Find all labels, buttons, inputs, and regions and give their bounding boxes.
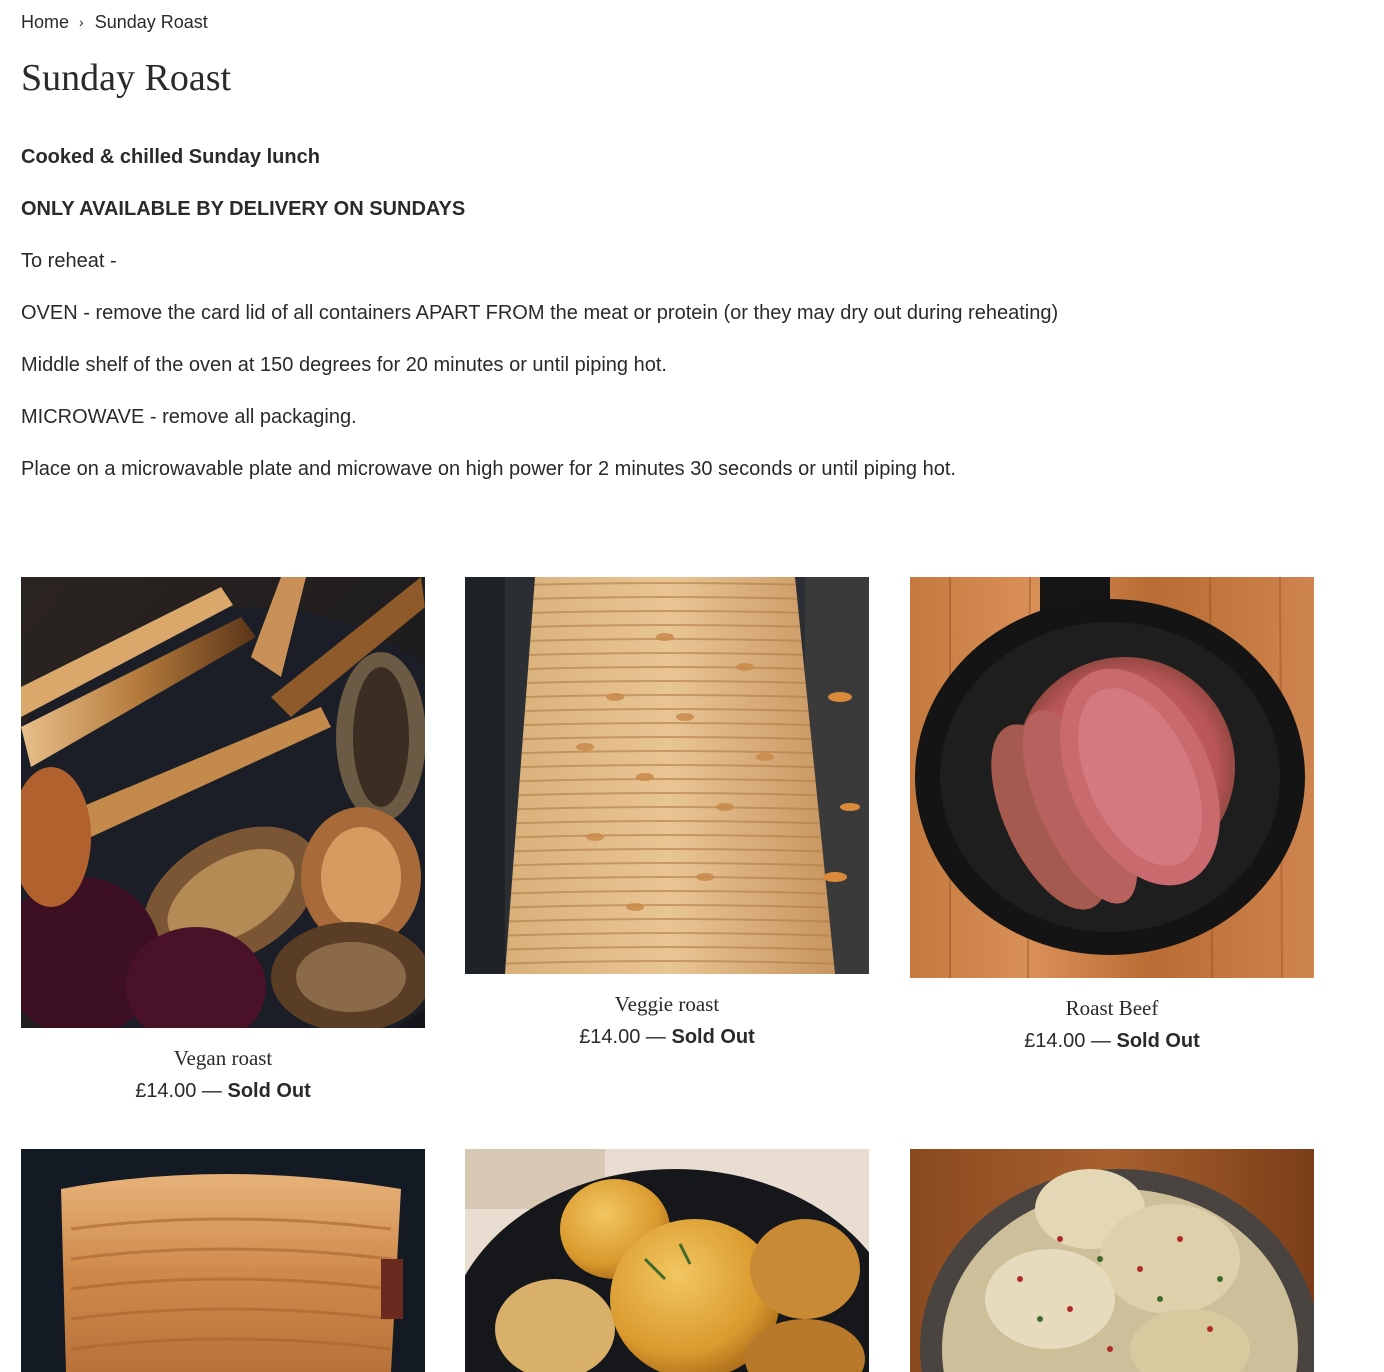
- roast-potatoes-photo: [465, 1149, 869, 1372]
- product-card-6[interactable]: [910, 1149, 1314, 1372]
- breadcrumb-home-link[interactable]: Home: [21, 12, 70, 32]
- price-value: £14.00: [135, 1080, 197, 1102]
- page-title: Sunday Roast: [21, 57, 232, 99]
- product-image-5[interactable]: [465, 1149, 869, 1372]
- description-delivery-notice: ONLY AVAILABLE BY DELIVERY ON SUNDAYS: [21, 198, 466, 220]
- product-price: [21, 1080, 425, 1103]
- price-dash: —: [640, 1026, 672, 1048]
- product-image-vegan-roast[interactable]: [21, 577, 425, 1028]
- product-title[interactable]: Roast Beef: [1065, 996, 1159, 1020]
- sold-out-label: Sold Out: [227, 1080, 311, 1102]
- price-value: £14.00: [1024, 1030, 1086, 1052]
- roast-vegetables-photo: [21, 577, 425, 1028]
- product-card-vegan-roast[interactable]: [21, 577, 425, 1102]
- description-oven-detail: Middle shelf of the oven at 150 degrees for 20 minutes or until piping hot.: [21, 354, 667, 376]
- breadcrumb: [21, 12, 208, 33]
- product-price: [910, 1030, 1314, 1053]
- breadcrumb-current: Sunday Roast: [94, 12, 208, 32]
- description-headline: Cooked & chilled Sunday lunch: [21, 146, 320, 168]
- price-dash: —: [196, 1080, 228, 1102]
- description-microwave-instruction: MICROWAVE - remove all packaging.: [21, 406, 357, 428]
- product-image-6[interactable]: [910, 1149, 1314, 1372]
- sold-out-label: Sold Out: [671, 1026, 755, 1048]
- description-oven-instruction: OVEN - remove the card lid of all containers APART FROM the meat or protein (or they may dry out during reheating): [21, 302, 1059, 324]
- product-price: [465, 1026, 869, 1049]
- breadcrumb-chevron-icon: ›: [79, 14, 84, 30]
- product-title[interactable]: Vegan roast: [173, 1046, 273, 1070]
- product-image-veggie-roast[interactable]: [465, 577, 869, 974]
- price-dash: —: [1085, 1030, 1117, 1052]
- product-card-5[interactable]: [465, 1149, 869, 1372]
- roast-beef-skillet-photo: [910, 577, 1314, 978]
- product-card-4[interactable]: [21, 1149, 425, 1372]
- product-card-roast-beef[interactable]: [910, 577, 1314, 1052]
- description-reheat-heading: To reheat -: [21, 250, 117, 272]
- product-image-4[interactable]: [21, 1149, 425, 1372]
- price-value: £14.00: [579, 1026, 641, 1048]
- sold-out-label: Sold Out: [1116, 1030, 1200, 1052]
- product-image-roast-beef[interactable]: [910, 577, 1314, 978]
- product-card-veggie-roast[interactable]: [465, 577, 869, 1048]
- cauliflower-cheese-photo: [910, 1149, 1314, 1372]
- product-title[interactable]: Veggie roast: [614, 992, 720, 1016]
- pork-belly-crackling-photo: [21, 1149, 425, 1372]
- nut-roast-photo: [465, 577, 869, 974]
- description-microwave-detail: Place on a microwavable plate and microwave on high power for 2 minutes 30 seconds or until piping hot.: [21, 458, 956, 480]
